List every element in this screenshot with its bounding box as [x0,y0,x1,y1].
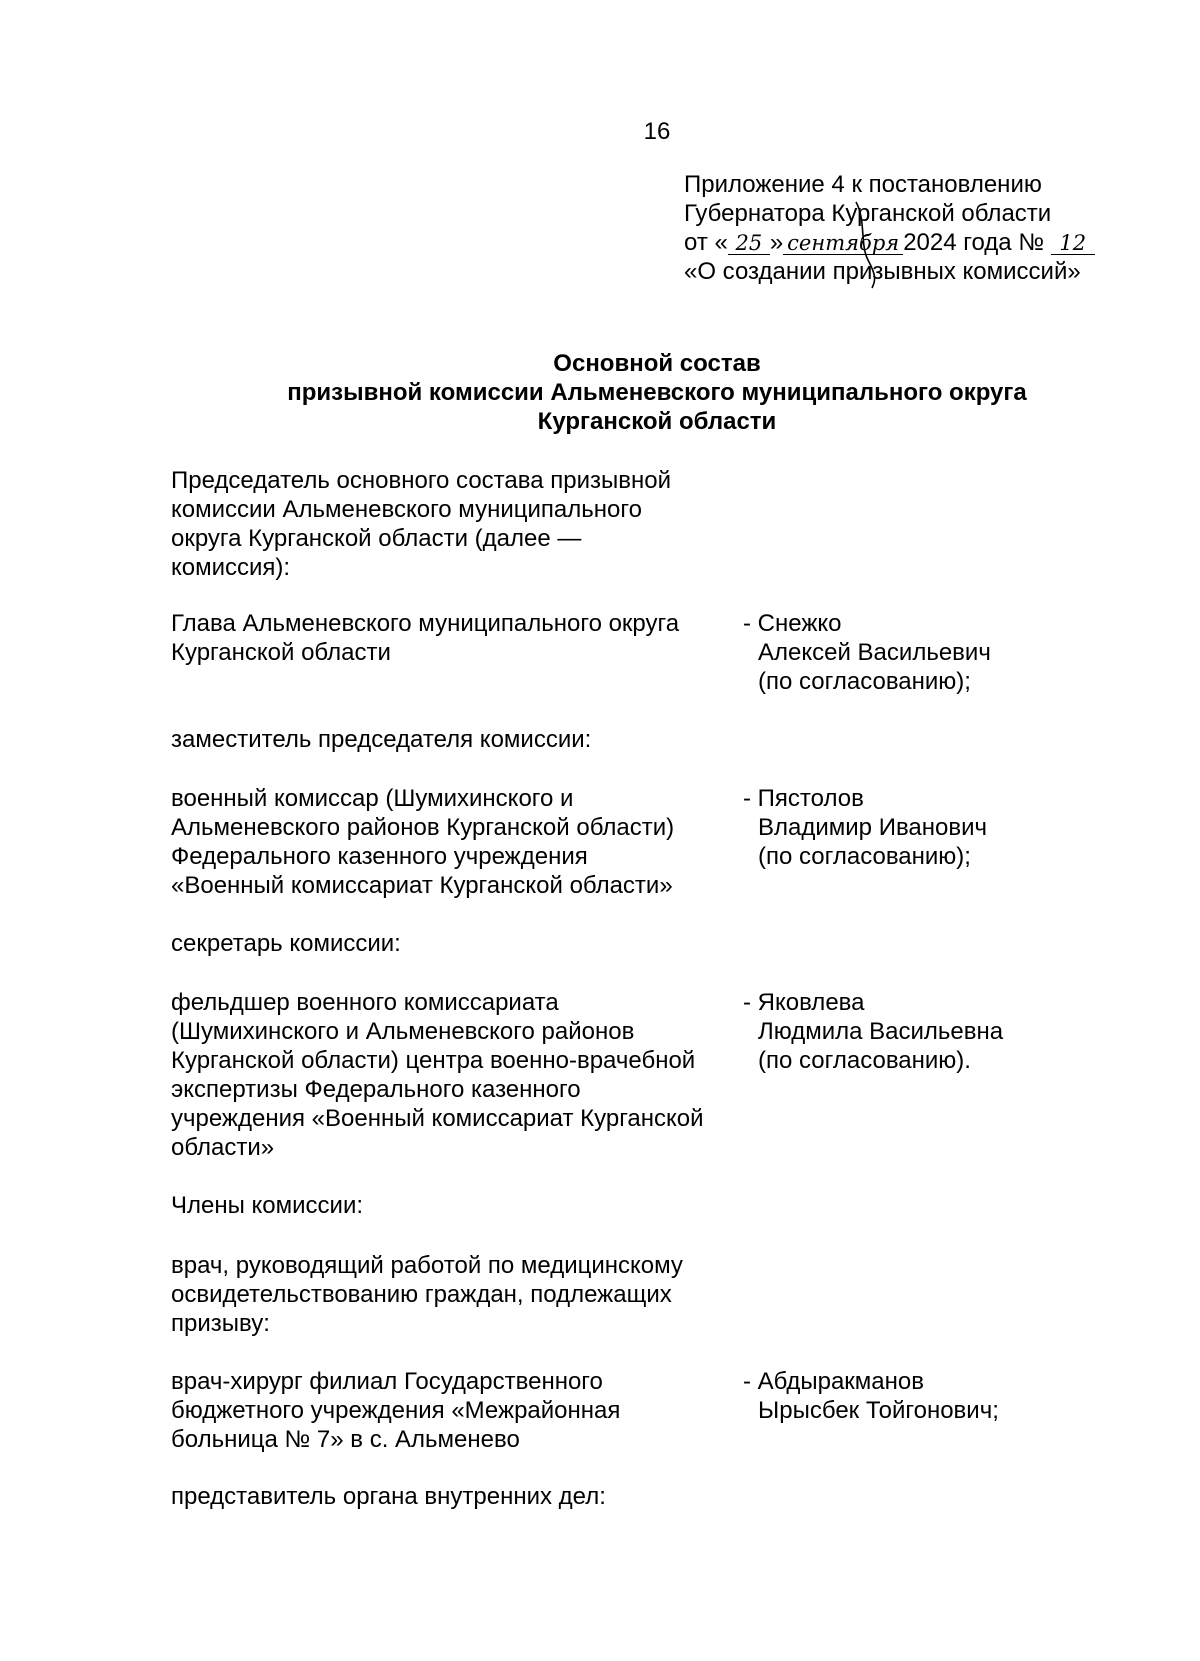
text-line: Члены комиссии: [171,1192,364,1219]
appendix-line-4: «О создании призывных комиссий» [684,258,1081,285]
member-surname: - Абдыракманов [743,1368,924,1395]
page-number: 16 [643,118,671,145]
text-line: представитель органа внутренних дел: [171,1483,606,1510]
member-surname: - Снежко [743,610,842,637]
member-note: (по согласованию). [758,1047,971,1074]
appendix-line-3 [684,228,1184,257]
text-line: секретарь комиссии: [171,930,401,957]
handwritten-day: 25 [728,232,770,255]
position-description [171,1251,731,1338]
member-name [743,609,1043,696]
appendix-date-prefix: от « [684,229,728,256]
position-description [171,1482,731,1511]
position-description [171,929,731,958]
appendix-date-mid: » [769,229,784,256]
text-line: Председатель основного состава призывной [171,467,672,494]
member-given-names: Ырысбек Тойгонович; [758,1397,999,1424]
position-description [171,609,731,667]
text-line: области» [171,1134,275,1161]
text-line: Глава Альменевского муниципального округа [171,610,680,637]
member-given-names: Людмила Васильевна [758,1018,1004,1045]
text-line: комиссия): [171,554,291,581]
position-description [171,784,731,900]
member-note: (по согласованию); [758,668,971,695]
text-line: Курганской области [171,639,391,666]
text-line: призыву: [171,1310,270,1337]
text-line: военный комиссар (Шумихинского и [171,785,574,812]
appendix-block [684,170,1184,286]
text-line: бюджетного учреждения «Межрайонная [171,1397,621,1424]
title-line-2: призывной комиссии Альменевского муниципального округа [287,379,1027,406]
text-line: заместитель председателя комиссии: [171,726,592,753]
text-line: врач, руководящий работой по медицинскому [171,1252,683,1279]
member-name [743,784,1043,871]
text-line: комиссии Альменевского муниципального [171,496,642,523]
position-description [171,466,731,582]
text-line: «Военный комиссариат Курганской области» [171,872,673,899]
appendix-line-1: Приложение 4 к постановлению [684,171,1042,198]
text-line: врач-хирург филиал Государственного [171,1368,603,1395]
member-surname: - Яковлева [743,989,865,1016]
member-name [743,988,1043,1075]
text-line: округа Курганской области (далее — [171,525,582,552]
text-line: Курганской области) центра военно-врачебной [171,1047,696,1074]
appendix-line-2: Губернатора Курганской области [684,200,1052,227]
text-line: освидетельствованию граждан, подлежащих [171,1281,672,1308]
handwritten-month: сентября [783,232,903,255]
position-description [171,1191,731,1220]
text-line: Альменевского районов Курганской области) [171,814,675,841]
title-line-1: Основной состав [553,350,761,377]
text-line: больница № 7» в с. Альменево [171,1426,520,1453]
text-line: (Шумихинского и Альменевского районов [171,1018,635,1045]
text-line: Федерального казенного учреждения [171,843,588,870]
text-line: экспертизы Федерального казенного [171,1076,581,1103]
title-line-3: Курганской области [537,408,777,435]
member-given-names: Владимир Иванович [758,814,988,841]
position-description [171,725,731,754]
handwritten-number: 12 [1051,232,1095,255]
member-name [743,1367,1043,1425]
member-surname: - Пястолов [743,785,864,812]
signature-stroke [846,200,886,290]
text-line: учреждения «Военный комиссариат Курганской [171,1105,704,1132]
position-description [171,988,731,1162]
text-line: фельдшер военного комиссариата [171,989,559,1016]
member-given-names: Алексей Васильевич [758,639,991,666]
document-title [0,349,1200,436]
position-description [171,1367,731,1454]
member-note: (по согласованию); [758,843,971,870]
appendix-date-year: 2024 года № [903,229,1045,256]
